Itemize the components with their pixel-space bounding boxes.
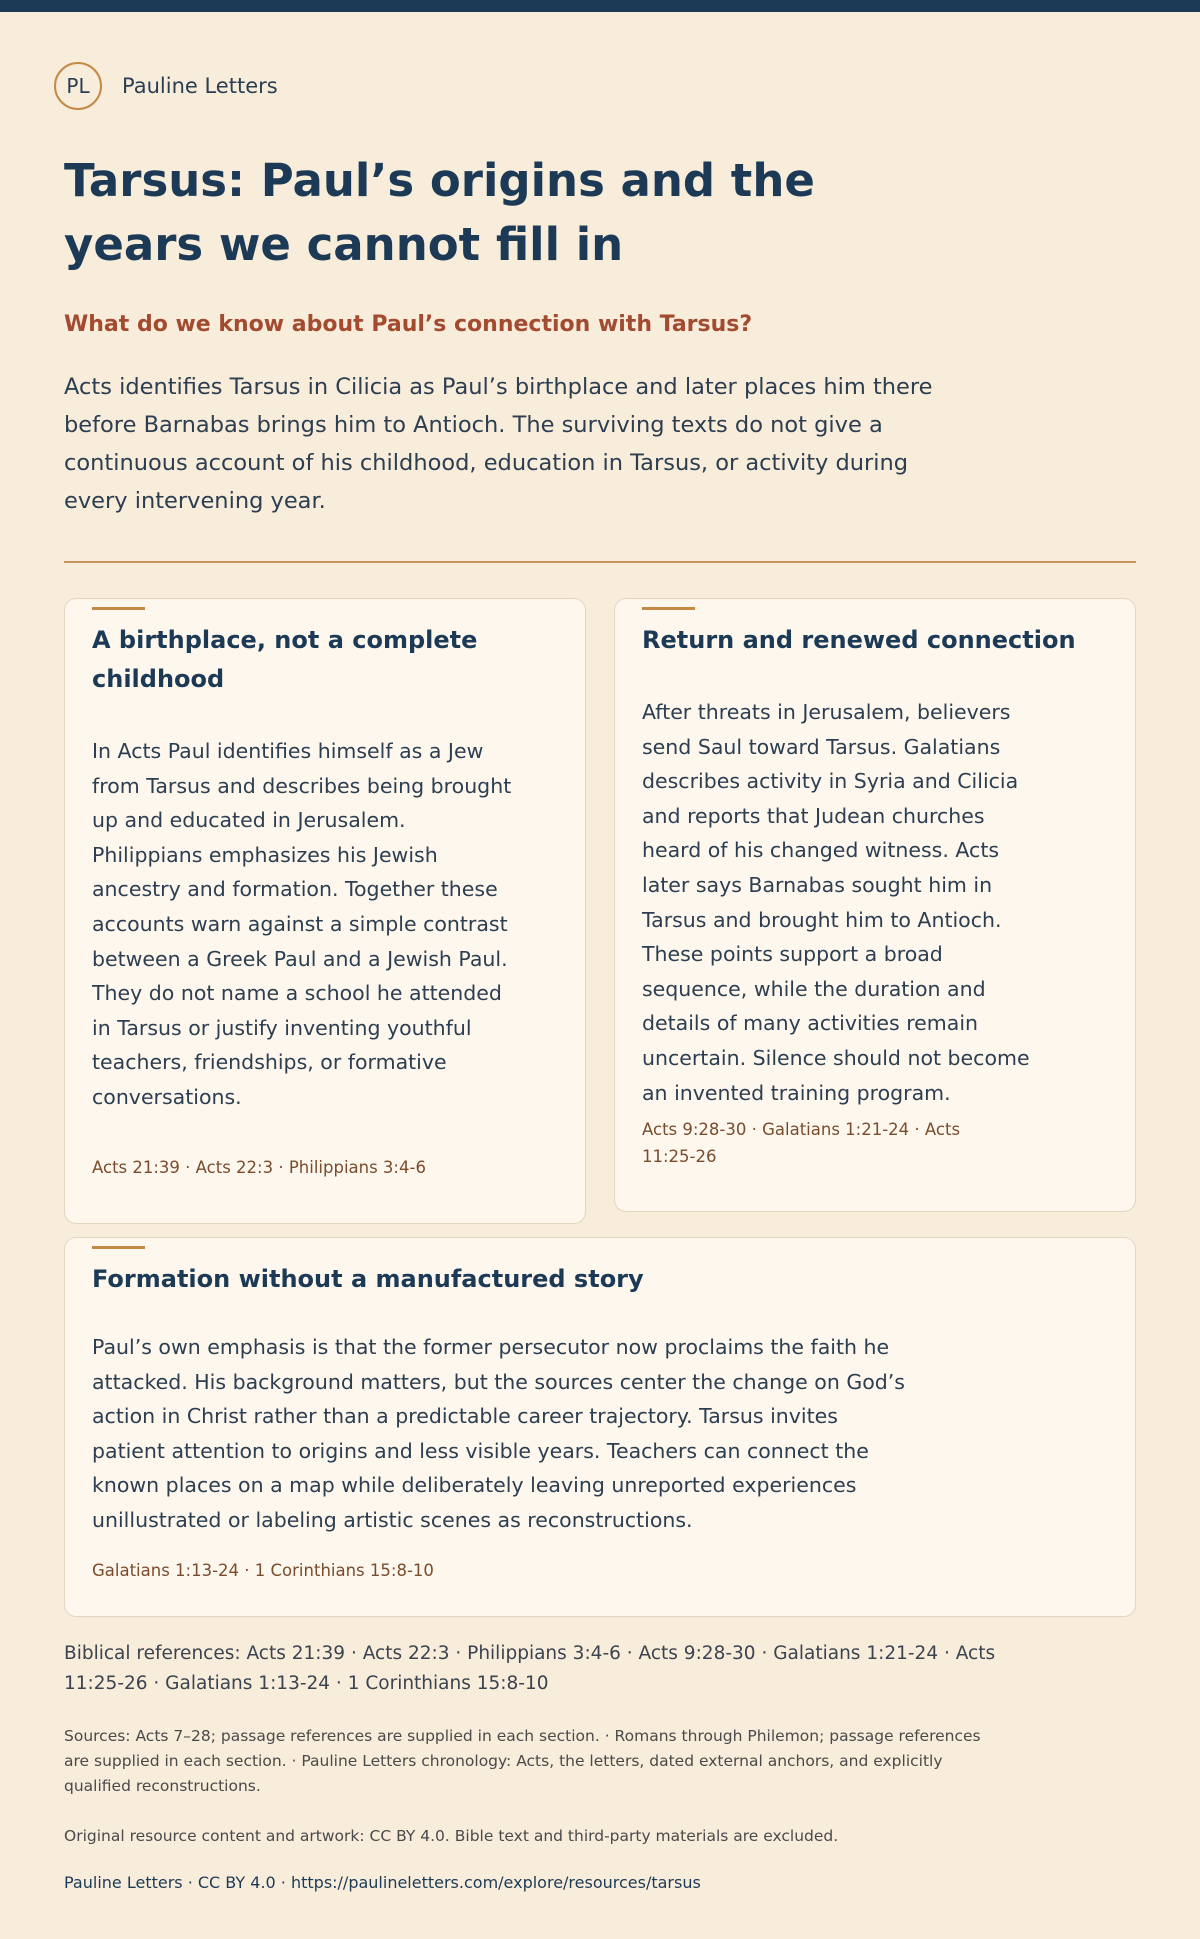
- card-formation: [64, 1237, 1136, 1617]
- card-heading: Return and renewed connection: [642, 626, 1076, 654]
- card-accent-bar: [642, 607, 695, 610]
- card-heading: A birthplace, not a complete childhood: [92, 626, 478, 693]
- card-references: Acts 21:39 · Acts 22:3 · Philippians 3:4-6: [92, 1158, 426, 1177]
- sources-note: Sources: Acts 7–28; passage references are supplied in each section. · Romans through Philemon; passage references are supplied in each section. · Pauline Letters chronology: Acts, the letters, dated external anchors, and explicitly qualified reconstructions.: [64, 1727, 981, 1795]
- card-birthplace: [64, 598, 586, 1224]
- card-references: Acts 9:28-30 · Galatians 1:21-24 · Acts 11:25-26: [642, 1120, 961, 1166]
- section-divider: [64, 561, 1136, 563]
- card-accent-bar: [92, 607, 145, 610]
- card-heading: Formation without a manufactured story: [92, 1265, 644, 1293]
- top-bar: [0, 0, 1200, 12]
- biblical-references: Biblical references: Acts 21:39 · Acts 22:3 · Philippians 3:4-6 · Acts 9:28-30 · Galatians 1:21-24 · Acts 11:25-26 · Galatians 1:13-24 · 1 Corinthians 15:8-10: [64, 1643, 996, 1694]
- license-note: Original resource content and artwork: CC BY 4.0. Bible text and third-party materials are excluded.: [64, 1827, 839, 1845]
- page-title: Tarsus: Paul’s origins and the years we cannot fill in: [64, 154, 815, 271]
- card-body: In Acts Paul identifies himself as a Jew from Tarsus and describes being brought up and educated in Jerusalem. Philippians emphasizes his Jewish ancestry and formation. Together these accounts warn against a simple contrast between a Greek Paul and a Jewish Paul. They do not name a school he attended in Tarsus or justify inventing youthful teachers, friendships, or formative conversations.: [92, 739, 512, 1109]
- brand[interactable]: [54, 62, 278, 110]
- intro-paragraph: Acts identifies Tarsus in Cilicia as Paul’s birthplace and later places him there before Barnabas brings him to Antioch. The surviving texts do not give a continuous account of his childhood, education in Tarsus, or activity during every intervening year.: [64, 374, 933, 514]
- card-references: Galatians 1:13-24 · 1 Corinthians 15:8-10: [92, 1561, 434, 1580]
- card-return: [614, 598, 1136, 1212]
- card-body: After threats in Jerusalem, believers send Saul toward Tarsus. Galatians describes activity in Syria and Cilicia and reports that Judean churches heard of his changed witness. Acts later says Barnabas sought him in Tarsus and brought him to Antioch. These points support a broad sequence, while the duration and details of many activities remain uncertain. Silence should not become an invented training program.: [642, 700, 1030, 1105]
- attribution-link[interactable]: Pauline Letters · CC BY 4.0 · https://paulineletters.com/explore/resources/tarsus: [64, 1873, 701, 1892]
- card-body: Paul’s own emphasis is that the former persecutor now proclaims the faith he attacked. His background matters, but the sources center the change on God’s action in Christ rather than a predictable career trajectory. Tarsus invites patient attention to origins and less visible years. Teachers can connect the known places on a map while deliberately leaving unreported experiences unillustrated or labeling artistic scenes as reconstructions.: [92, 1335, 905, 1532]
- lead-question: What do we know about Paul’s connection with Tarsus?: [64, 312, 753, 337]
- brand-name: Pauline Letters: [122, 74, 278, 98]
- card-accent-bar: [92, 1246, 145, 1249]
- brand-logo: PL: [54, 62, 102, 110]
